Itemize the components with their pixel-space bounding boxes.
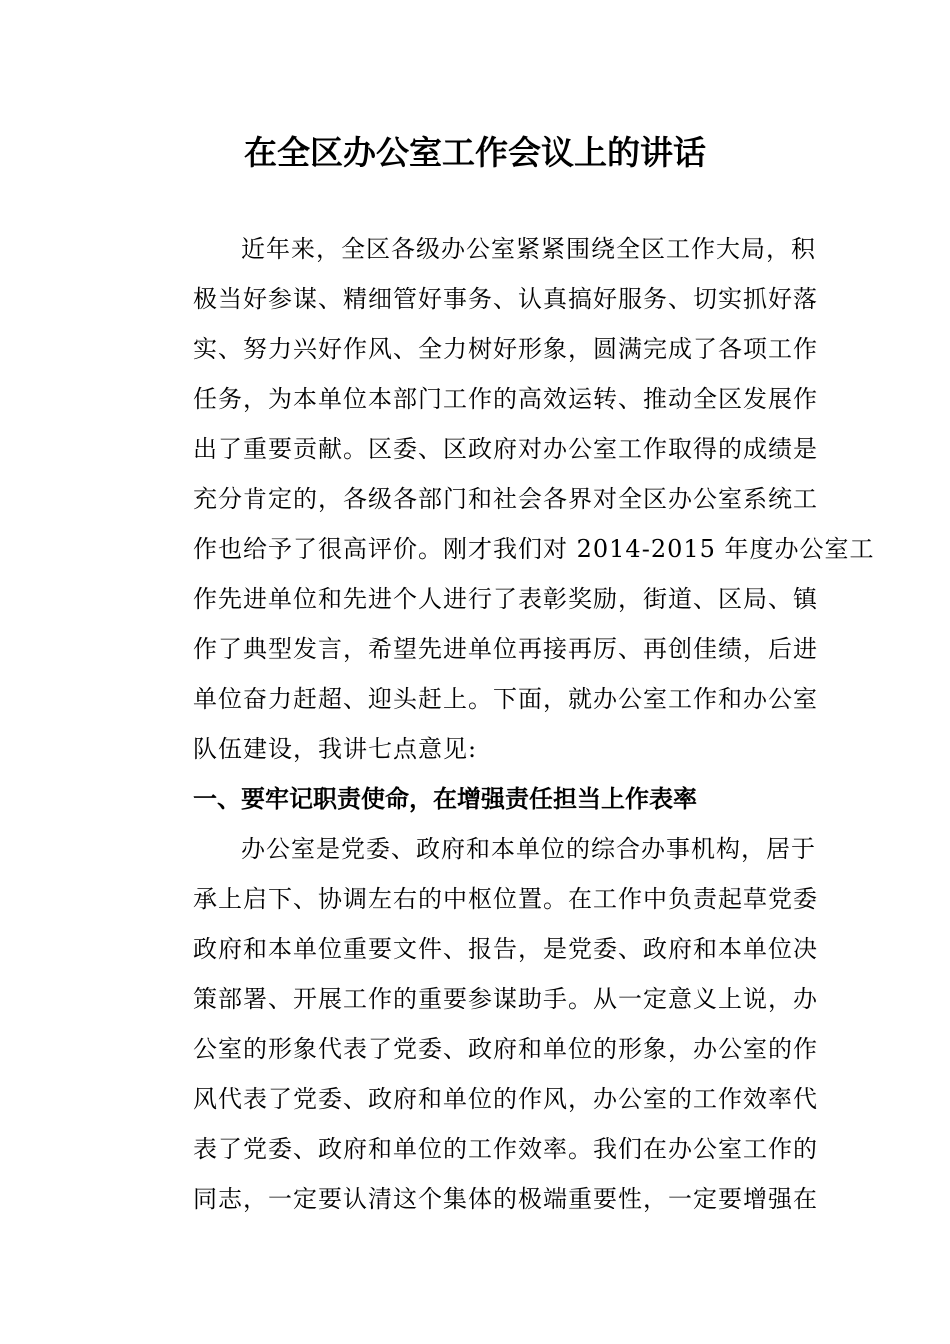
text-line: 作先进单位和先进个人进行了表彰奖励，街道、区局、镇 [193,585,818,613]
paragraph-section-1 [145,824,818,1224]
text-line: 出了重要贡献。区委、区政府对办公室工作取得的成绩是 [193,435,818,463]
document-title: 在全区办公室工作会议上的讲话 [244,133,706,172]
text-line: 政府和本单位重要文件、报告，是党委、政府和本单位决 [193,935,818,963]
text-line: 极当好参谋、精细管好事务、认真搞好服务、切实抓好落 [193,285,818,313]
text-line: 承上启下、协调左右的中枢位置。在工作中负责起草党委 [193,885,818,913]
text-line: 策部署、开展工作的重要参谋助手。从一定意义上说，办 [193,985,818,1013]
document-body [145,224,875,1224]
text-line: 同志，一定要认清这个集体的极端重要性，一定要增强在 [193,1185,818,1213]
text-line: 近年来，全区各级办公室紧紧围绕全区工作大局，积 [241,235,816,263]
text-line: 作也给予了很高评价。刚才我们对 2014-2015 年度办公室工 [193,535,875,563]
text-line: 公室的形象代表了党委、政府和单位的形象，办公室的作 [193,1035,818,1063]
section-heading: 一、要牢记职责使命，在增强责任担当上作表率 [193,785,697,813]
paragraph-intro [145,224,875,774]
text-line: 作了典型发言，希望先进单位再接再厉、再创佳绩，后进 [193,635,818,663]
text-line: 办公室是党委、政府和本单位的综合办事机构，居于 [241,835,816,863]
text-line: 表了党委、政府和单位的工作效率。我们在办公室工作的 [193,1135,818,1163]
text-line: 队伍建设，我讲七点意见: [193,735,478,763]
text-line: 风代表了党委、政府和单位的作风，办公室的工作效率代 [193,1085,818,1113]
text-line: 单位奋力赶超、迎头赶上。下面，就办公室工作和办公室 [193,685,818,713]
text-line: 充分肯定的，各级各部门和社会各界对全区办公室系统工 [193,485,818,513]
text-line: 实、努力兴好作风、全力树好形象，圆满完成了各项工作 [193,335,818,363]
text-line: 任务，为本单位本部门工作的高效运转、推动全区发展作 [193,385,818,413]
